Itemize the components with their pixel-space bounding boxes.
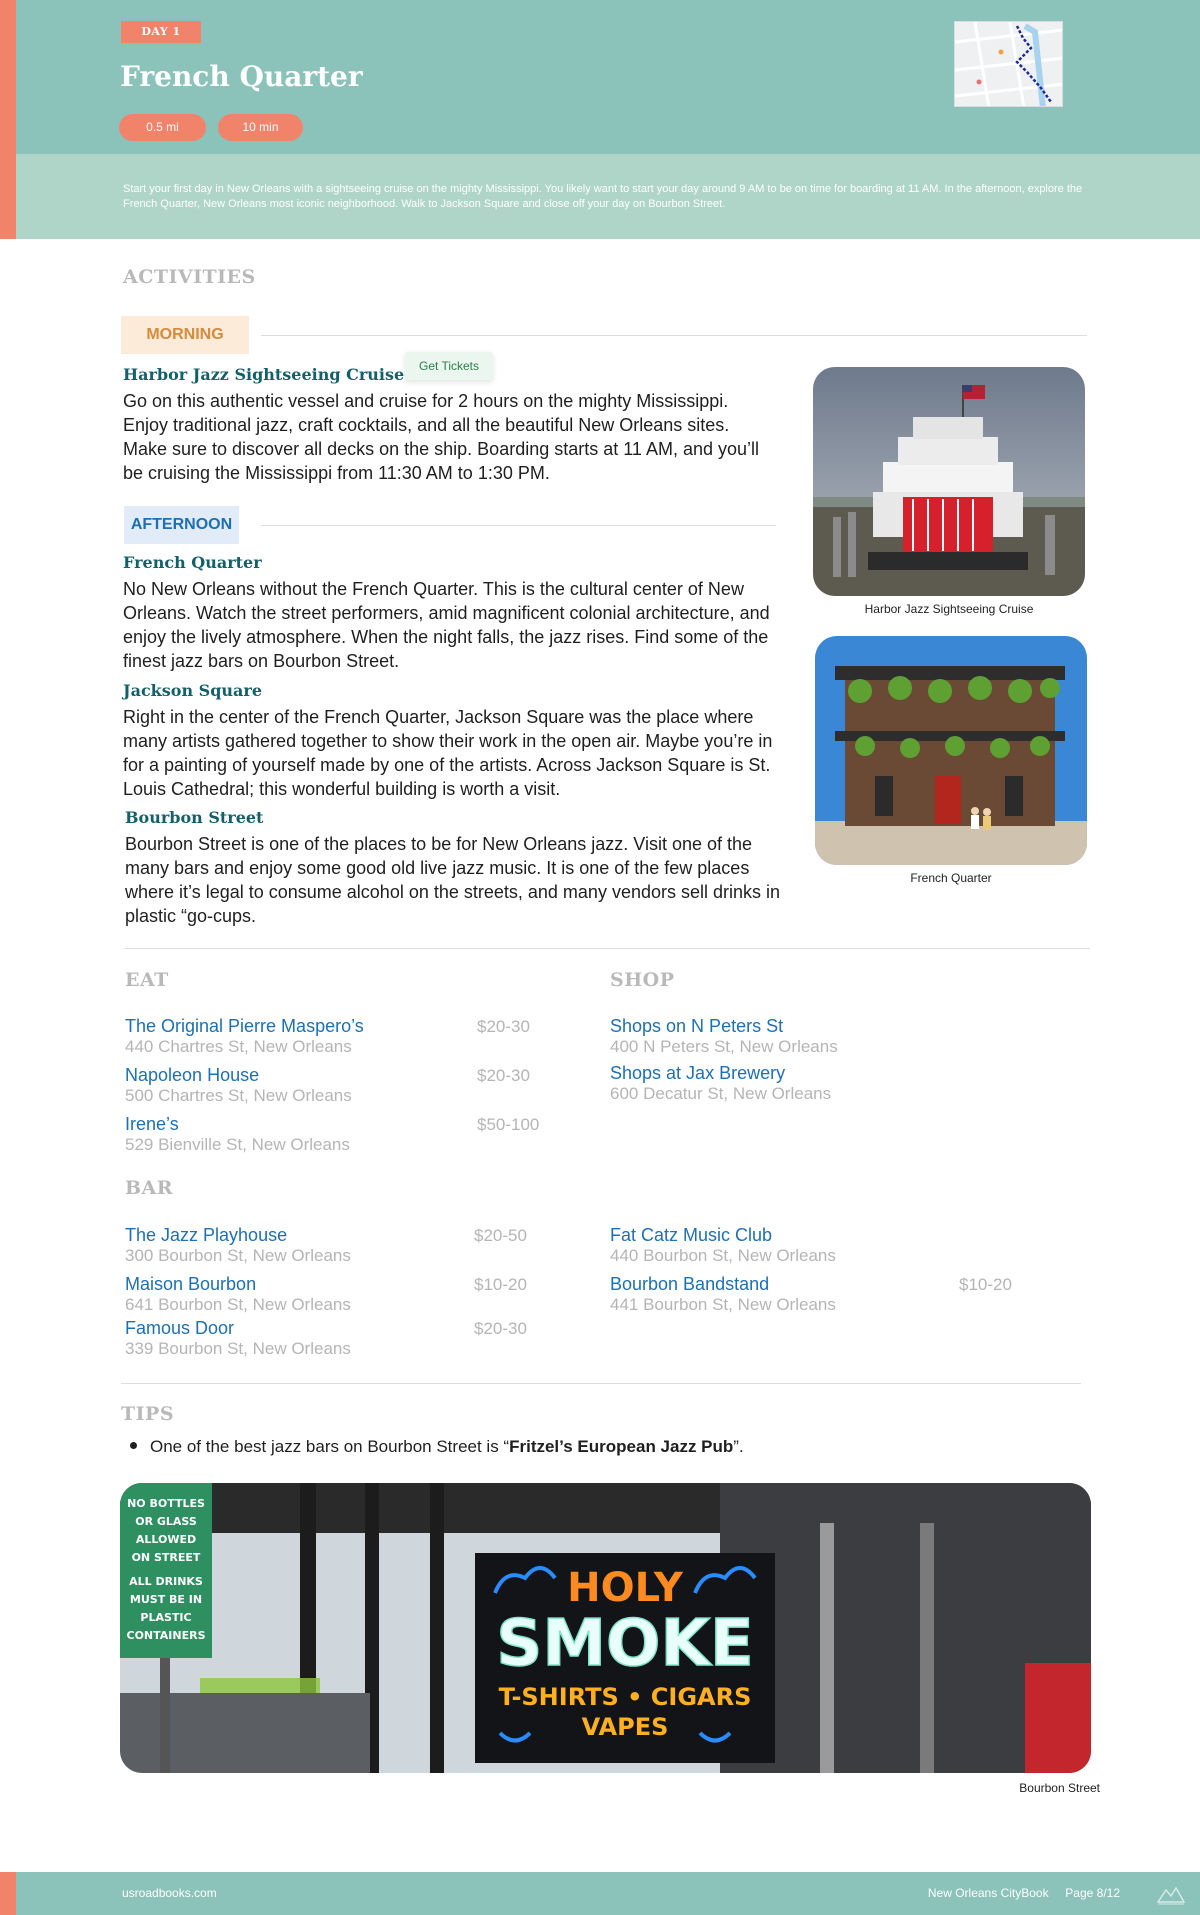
footer-website[interactable]: usroadbooks.com <box>122 1886 217 1900</box>
sign-line: NO BOTTLES <box>127 1497 205 1510</box>
afternoon-divider <box>261 525 776 526</box>
intro-text: Start your first day in New Orleans with a sightseeing cruise on the mighty Mississippi. You likely want to start your day around 9 AM to be on time for boarding at 11 AM. In the afternoon, explore the French Quarter, New Orleans most iconic neighborhood. Walk to Jackson Square and close off your day on Bourbon Street. <box>123 183 1083 210</box>
bar-item-address: 641 Bourbon St, New Orleans <box>125 1295 351 1314</box>
bar-item-price: $20-30 <box>474 1319 527 1338</box>
route-map-thumbnail[interactable] <box>954 21 1063 107</box>
sign-line: PLASTIC <box>140 1611 192 1624</box>
bar-item-name[interactable]: Famous Door <box>125 1318 235 1338</box>
shop-item-address: 600 Decatur St, New Orleans <box>610 1084 832 1103</box>
activities-heading: ACTIVITIES <box>123 266 256 288</box>
activity-description: Go on this authentic vessel and cruise for 2 hours on the mighty Mississippi. Enjoy traditional jazz, craft cocktails, and all the beautiful New Orleans sites. Make sure to discover all decks on the ship. Boarding starts at 11 AM, and you’ll be cruising the Mississippi from 11:30 AM to 1:30 PM. <box>123 391 759 483</box>
eat-item-address: 440 Chartres St, New Orleans <box>125 1037 352 1056</box>
bar-heading: BAR <box>125 1177 174 1199</box>
intro-band <box>16 154 1200 239</box>
neon-line: VAPES <box>581 1713 669 1741</box>
eat-item-price: $20-30 <box>477 1017 530 1036</box>
accent-stripe <box>0 1872 16 1915</box>
bar-item-price: $10-20 <box>959 1275 1012 1294</box>
shop-item-name[interactable]: Shops at Jax Brewery <box>610 1063 786 1083</box>
footer-page-number: Page 8/12 <box>1065 1886 1120 1900</box>
bar-item-name[interactable]: Fat Catz Music Club <box>610 1225 773 1245</box>
activity-title: Bourbon Street <box>125 808 264 827</box>
tip-bar-name: Fritzel’s European Jazz Pub <box>509 1437 734 1456</box>
day-title: French Quarter <box>120 60 363 93</box>
sign-line: OR GLASS <box>135 1515 197 1528</box>
tips-heading: TIPS <box>121 1403 175 1425</box>
get-tickets-button[interactable]: Get Tickets <box>405 352 493 380</box>
eat-item-name[interactable]: The Original Pierre Maspero’s <box>125 1016 364 1036</box>
french-quarter-photo <box>815 636 1087 865</box>
eat-item-price: $20-30 <box>477 1066 530 1085</box>
section-divider <box>121 1383 1081 1384</box>
shop-item-address: 400 N Peters St, New Orleans <box>610 1037 838 1056</box>
distance-pill: 0.5 mi <box>119 114 206 141</box>
morning-divider <box>261 335 1087 336</box>
shop-item-name[interactable]: Shops on N Peters St <box>610 1016 784 1036</box>
sign-line: MUST BE IN <box>129 1593 203 1606</box>
neon-line: SMOKE <box>496 1607 754 1681</box>
photo-caption: French Quarter <box>910 871 992 885</box>
eat-item-name[interactable]: Napoleon House <box>125 1065 260 1085</box>
activity-title: Jackson Square <box>123 681 262 700</box>
tip-text-end: ”. <box>733 1437 744 1456</box>
activity-title: Harbor Jazz Sightseeing Cruise <box>123 365 405 384</box>
sign-line: ON STREET <box>131 1551 201 1564</box>
activity-title: French Quarter <box>123 553 262 572</box>
eat-item-address: 529 Bienville St, New Orleans <box>125 1135 350 1154</box>
page-footer <box>16 1872 1200 1915</box>
day-badge: DAY 1 <box>121 21 201 43</box>
duration-pill: 10 min <box>218 114 303 141</box>
bar-item-name[interactable]: Maison Bourbon <box>125 1274 257 1294</box>
shop-heading: SHOP <box>610 969 675 991</box>
bourbon-street-photo <box>120 1483 1091 1773</box>
bar-item-address: 440 Bourbon St, New Orleans <box>610 1246 836 1265</box>
accent-stripe <box>0 0 16 239</box>
activity-description: No New Orleans without the French Quarter. This is the cultural center of New Orleans. Watch the street performers, amid magnificent colonial architecture, and enjoy the lively atmosphere. When the night falls, the jazz rises. Find some of the finest jazz bars on Bourbon Street. <box>123 579 770 671</box>
sign-line: CONTAINERS <box>126 1629 206 1642</box>
sign-line: ALLOWED <box>135 1533 197 1546</box>
bar-item-address: 441 Bourbon St, New Orleans <box>610 1295 836 1314</box>
footer-book-info <box>928 1886 1120 1900</box>
bullet-icon <box>130 1442 137 1449</box>
eat-heading: EAT <box>125 969 169 991</box>
bar-item-price: $20-50 <box>474 1226 527 1245</box>
footer-book-title: New Orleans CityBook <box>927 1886 1049 1900</box>
eat-item-address: 500 Chartres St, New Orleans <box>125 1086 352 1105</box>
sign-line: ALL DRINKS <box>129 1575 203 1588</box>
bar-item-address: 339 Bourbon St, New Orleans <box>125 1339 351 1358</box>
afternoon-tag: AFTERNOON <box>124 506 239 544</box>
neon-line: T-SHIRTS • CIGARS <box>498 1683 752 1711</box>
activity-description: Bourbon Street is one of the places to be for New Orleans jazz. Visit one of the many bars and enjoy some good old live jazz music. It is one of the few places where it’s legal to consume alcohol on the streets, and many vendors sell drinks in plastic “go-cups. <box>125 834 781 926</box>
bar-item-name[interactable]: Bourbon Bandstand <box>610 1274 770 1294</box>
neon-line: HOLY <box>567 1565 683 1611</box>
activity-description: Right in the center of the French Quarter, Jackson Square was the place where many artists gathered together to show their work in the open air. Maybe you’re in for a painting of yourself made by one of the artists. Across Jackson Square is St. Louis Cathedral; this wonderful building is worth a visit. <box>123 707 773 799</box>
tip-item <box>150 1437 1150 1457</box>
photo-caption: Bourbon Street <box>1019 1781 1100 1795</box>
bar-item-name[interactable]: The Jazz Playhouse <box>125 1225 288 1245</box>
section-divider <box>125 948 1090 949</box>
bar-item-price: $10-20 <box>474 1275 527 1294</box>
eat-item-price: $50-100 <box>477 1115 540 1134</box>
tip-text: One of the best jazz bars on Bourbon Street is “ <box>150 1437 510 1456</box>
mountain-logo-icon <box>1156 1880 1186 1906</box>
photo-caption: Harbor Jazz Sightseeing Cruise <box>864 602 1034 616</box>
morning-tag: MORNING <box>121 316 249 354</box>
riverboat-photo <box>813 367 1085 596</box>
eat-item-name[interactable]: Irene’s <box>125 1114 179 1134</box>
bar-item-address: 300 Bourbon St, New Orleans <box>125 1246 351 1265</box>
